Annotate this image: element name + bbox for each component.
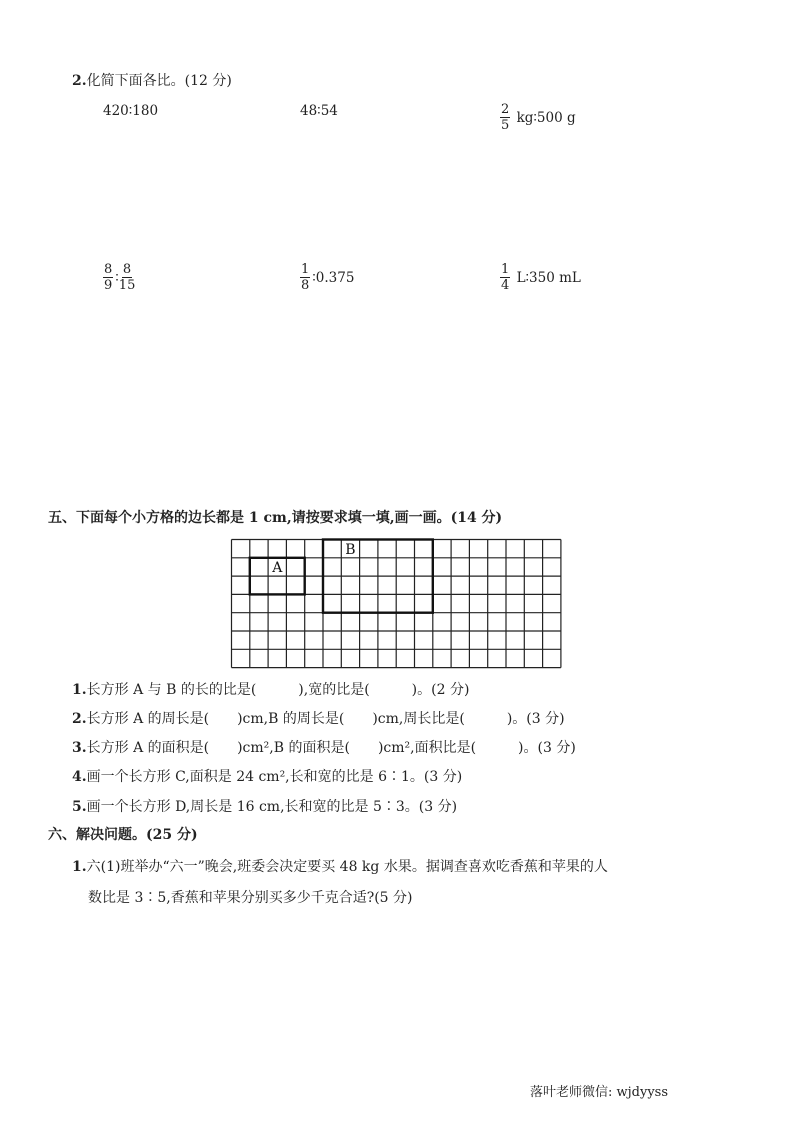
fraction bbox=[103, 262, 113, 293]
section-6-heading: 六、解决问题。(25 分) bbox=[48, 827, 198, 843]
denominator: 15 bbox=[118, 278, 136, 293]
question-number: 2. bbox=[72, 73, 87, 89]
fraction bbox=[119, 262, 136, 293]
denominator: 8 bbox=[301, 278, 310, 293]
rectangle-a-label: A bbox=[272, 560, 283, 577]
section-5-question-1 bbox=[72, 681, 469, 699]
expression-6 bbox=[500, 262, 581, 293]
ratio-sign: ∶ bbox=[115, 269, 119, 286]
section-5-question-5 bbox=[72, 798, 457, 816]
expression-4 bbox=[103, 262, 137, 293]
question-text: 长方形 A 与 B 的长的比是( ),宽的比是( )。(2 分) bbox=[86, 682, 470, 698]
question-text: 画一个长方形 D,周长是 16 cm,长和宽的比是 5∶3。(3 分) bbox=[86, 799, 458, 815]
section-6-question-1-line-1 bbox=[72, 858, 608, 876]
fraction bbox=[300, 262, 310, 293]
numerator: 8 bbox=[122, 262, 132, 277]
fraction bbox=[500, 102, 510, 133]
question-title: 化简下面各比。(12 分) bbox=[86, 73, 232, 89]
numerator: 2 bbox=[501, 102, 510, 117]
question-text: 长方形 A 的面积是( )cm²,B 的面积是( )cm²,面积比是( )。(3 分) bbox=[86, 740, 576, 756]
square-grid bbox=[230, 538, 564, 670]
question-number: 1. bbox=[72, 682, 87, 698]
question-text: 长方形 A 的周长是( )cm,B 的周长是( )cm,周长比是( )。(3 分) bbox=[86, 711, 565, 727]
question-number: 1. bbox=[72, 859, 87, 875]
numerator: 1 bbox=[501, 262, 510, 277]
numerator: 8 bbox=[104, 262, 113, 277]
expression-1: 420∶180 bbox=[103, 103, 159, 119]
section-5-question-4 bbox=[72, 768, 462, 786]
expression-rest: ∶0.375 bbox=[312, 269, 355, 286]
expression-5 bbox=[300, 262, 354, 293]
section-5-heading: 五、下面每个小方格的边长都是 1 cm,请按要求填一填,画一画。(14 分) bbox=[48, 510, 503, 526]
section-5-question-3 bbox=[72, 739, 576, 757]
expression-rest: L∶350 mL bbox=[512, 269, 581, 286]
expression-3 bbox=[500, 102, 576, 133]
question-text: 六(1)班举办“六一”晚会,班委会决定要买 48 kg 水果。据调查喜欢吃香蕉和苹果的人 bbox=[86, 859, 608, 875]
section-5-question-2 bbox=[72, 710, 565, 728]
denominator: 4 bbox=[501, 278, 510, 293]
denominator: 9 bbox=[104, 278, 113, 293]
expression-rest: kg∶500 g bbox=[512, 109, 576, 126]
question-number: 4. bbox=[72, 769, 87, 785]
section-6-question-1-line-2: 数比是 3∶5,香蕉和苹果分别买多少千克合适?(5 分) bbox=[88, 890, 413, 906]
question-2-title bbox=[72, 72, 232, 90]
expression-2: 48∶54 bbox=[300, 103, 338, 119]
denominator: 5 bbox=[501, 118, 510, 133]
question-number: 5. bbox=[72, 799, 87, 815]
footer-note: 落叶老师微信: wjdyyss bbox=[530, 1085, 669, 1100]
numerator: 1 bbox=[301, 262, 310, 277]
rectangle-b-label: B bbox=[345, 541, 356, 558]
fraction bbox=[500, 262, 510, 293]
question-number: 3. bbox=[72, 740, 87, 756]
question-text: 画一个长方形 C,面积是 24 cm²,长和宽的比是 6∶1。(3 分) bbox=[86, 769, 463, 785]
question-number: 2. bbox=[72, 711, 87, 727]
